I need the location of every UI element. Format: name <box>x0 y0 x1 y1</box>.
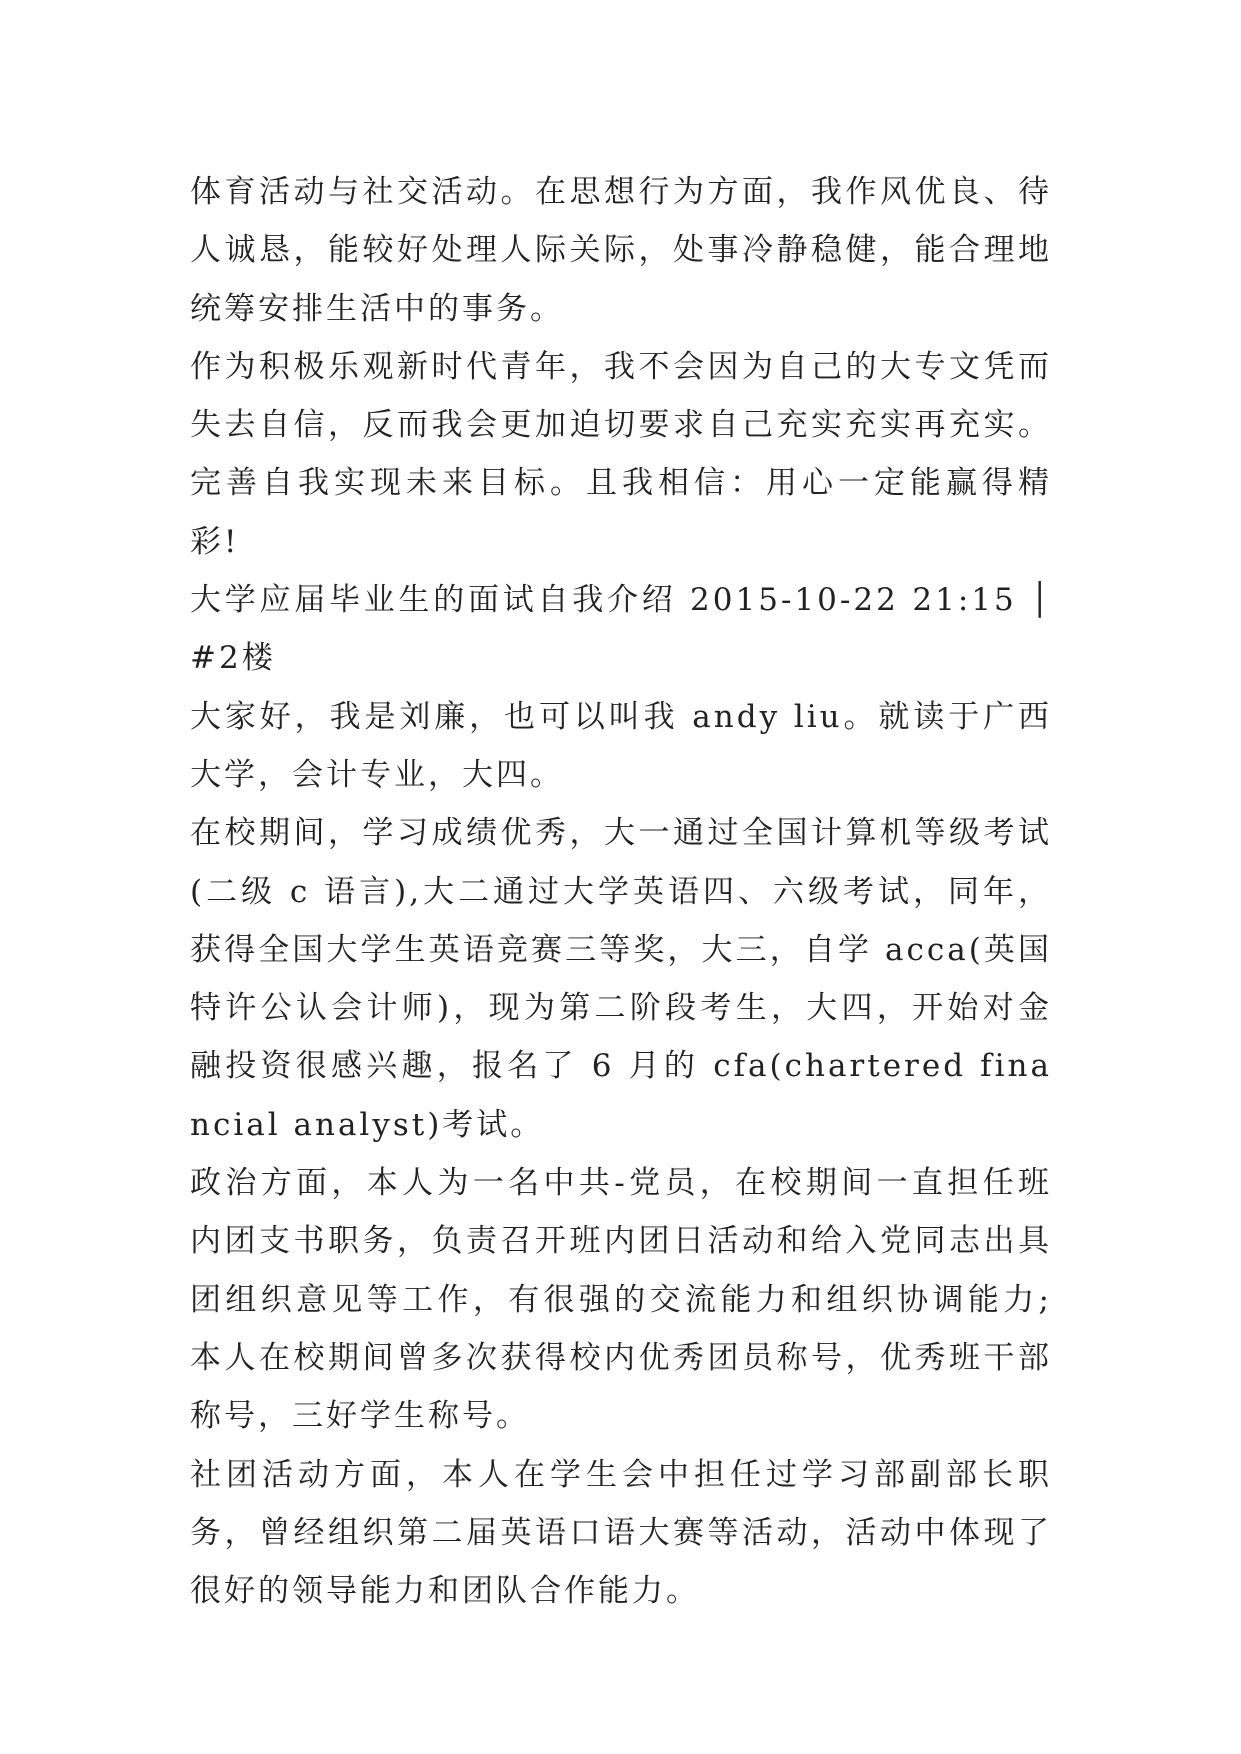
paragraph-youth: 作为积极乐观新时代青年，我不会因为自己的大专文凭而失去自信，反而我会更加迫切要求自己充实充实再充实。完善自我实现未来目标。且我相信：用心一定能赢得精彩! <box>190 348 1052 560</box>
paragraph-study: 在校期间，学习成绩优秀，大一通过全国计算机等级考试(二级 c 语言),大二通过大学英语四、六级考试，同年，获得全国大学生英语竞赛三等奖，大三，自学 acca(英国特许公认会计师)，现为第二阶段考生，大四，开始对金融投资很感兴趣，报名了 6 月的 cfa(chartered financial analyst)考试。 <box>190 815 1052 1143</box>
paragraph-greeting: 大家好，我是刘廉，也可以叫我 andy liu。就读于广西大学，会计专业，大四。 <box>190 698 1052 793</box>
post-header: 大学应届毕业生的面试自我介绍 2015-10-22 21:15 │ #2楼 <box>190 582 1052 677</box>
document-body <box>190 163 1052 1620</box>
paragraph-politics: 政治方面，本人为一名中共-党员，在校期间一直担任班内团支书职务，负责召开班内团日活动和给入党同志出具团组织意见等工作，有很强的交流能力和组织协调能力;本人在校期间曾多次获得校内优秀团员称号，优秀班干部称号，三好学生称号。 <box>190 1165 1052 1435</box>
paragraph-activities: 体育活动与社交活动。在思想行为方面，我作风优良、待人诚恳，能较好处理人际关际，处事冷静稳健，能合理地统筹安排生活中的事务。 <box>190 174 1052 327</box>
paragraph-clubs: 社团活动方面，本人在学生会中担任过学习部副部长职务，曾经组织第二届英语口语大赛等活动，活动中体现了很好的领导能力和团队合作能力。 <box>190 1456 1052 1610</box>
